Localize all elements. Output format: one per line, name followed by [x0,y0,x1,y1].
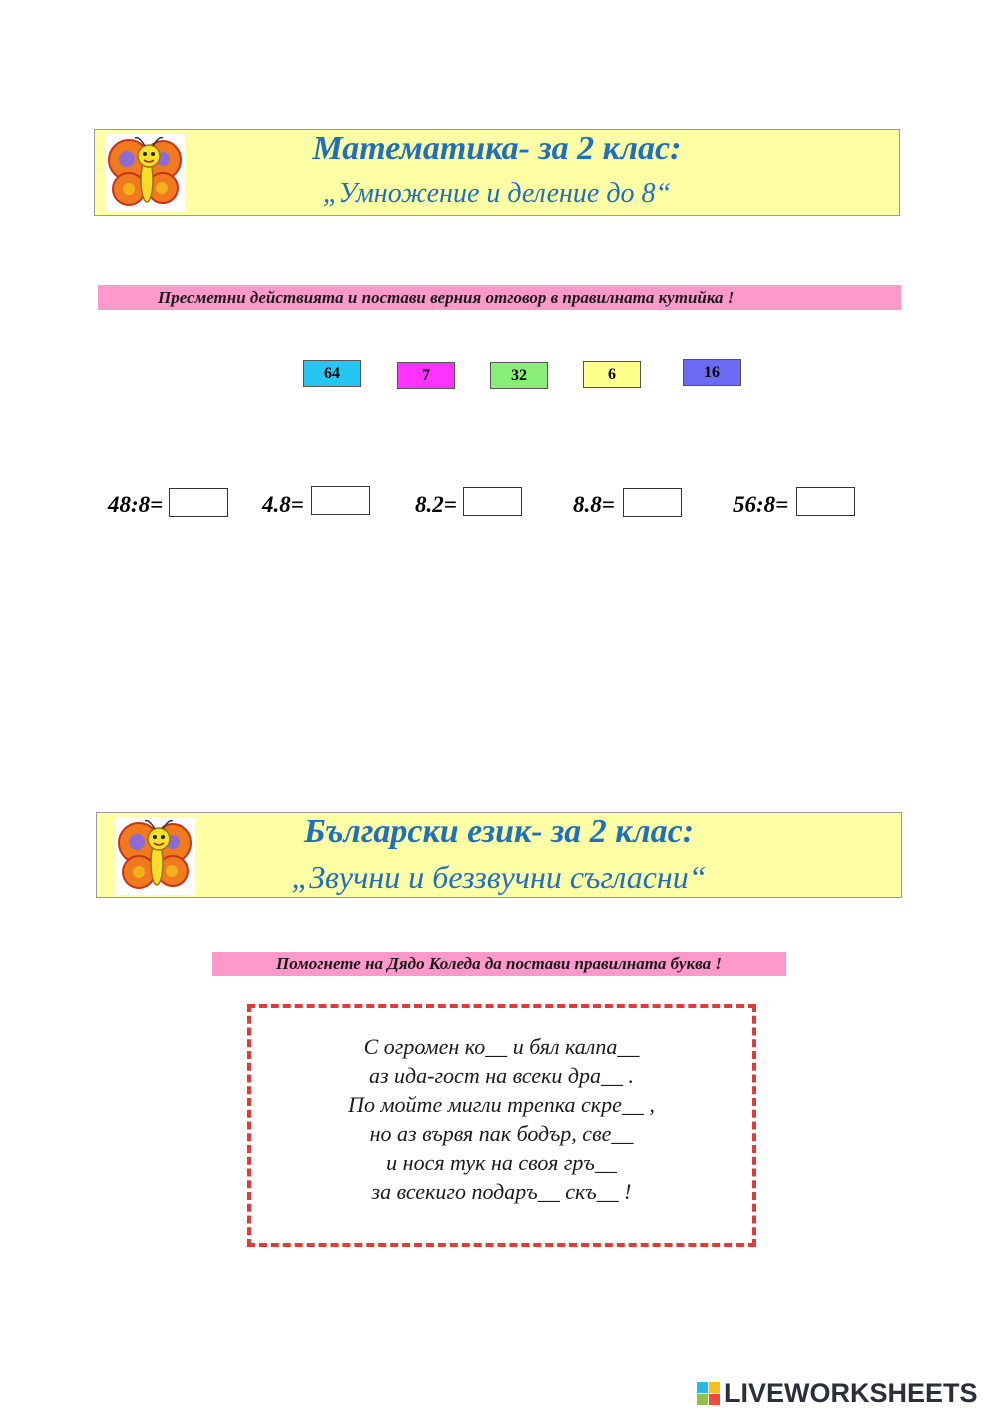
poem-line-2: аз ида-гост на всеки дра__ . [368,1063,635,1088]
answer-drop-box-3[interactable] [463,487,522,516]
expression-3: 8.2= [415,492,457,517]
answer-drop-box-2[interactable] [311,486,370,515]
expression-5: 56:8= [733,492,789,517]
math-subtitle: „Умножение и деление до 8“ [322,178,672,209]
answer-drop-box-1[interactable] [169,488,228,517]
math-title: Математика- за 2 клас: [312,130,682,167]
expression-1: 48:8= [108,492,164,517]
answer-tile-16[interactable]: 16 [683,359,741,386]
poem-line-5: и нося тук на своя гръ__ [386,1150,617,1175]
poem-line-6: за всекиго подаръ__ скъ__ ! [371,1179,632,1204]
liveworksheets-icon [697,1382,721,1406]
answer-drop-box-4[interactable] [623,488,682,517]
expression-4: 8.8= [573,492,615,517]
math-header-banner [94,129,900,216]
answer-drop-box-5[interactable] [796,487,855,516]
answer-tile-7[interactable]: 7 [397,362,455,389]
bulgarian-title: Български език- за 2 клас: [303,813,695,850]
poem-box [247,1004,756,1247]
liveworksheets-brand: LIVEWORKSHEETS [724,1378,978,1408]
expression-2: 4.8= [262,492,304,517]
bulgarian-instruction: Помогнете на Дядо Коледа да постави правилната буква ! [212,952,786,976]
poem-line-4: но аз вървя пак бодър, све__ [369,1121,634,1146]
math-instruction: Пресметни действията и постави верния отговор в правилната кутийка ! [98,285,901,310]
bulgarian-subtitle: „Звучни и беззвучни съгласни“ [291,859,707,895]
answer-tile-32[interactable]: 32 [490,362,548,389]
poem-line-3: По мойте мигли трепка скре__ , [348,1092,655,1117]
poem-line-1: С огромен ко__ и бял калпа__ [363,1034,640,1059]
liveworksheets-logo [697,1378,978,1409]
answer-tile-6[interactable]: 6 [583,361,641,388]
answer-tile-64[interactable]: 64 [303,360,361,387]
bulgarian-header-banner [96,812,902,898]
